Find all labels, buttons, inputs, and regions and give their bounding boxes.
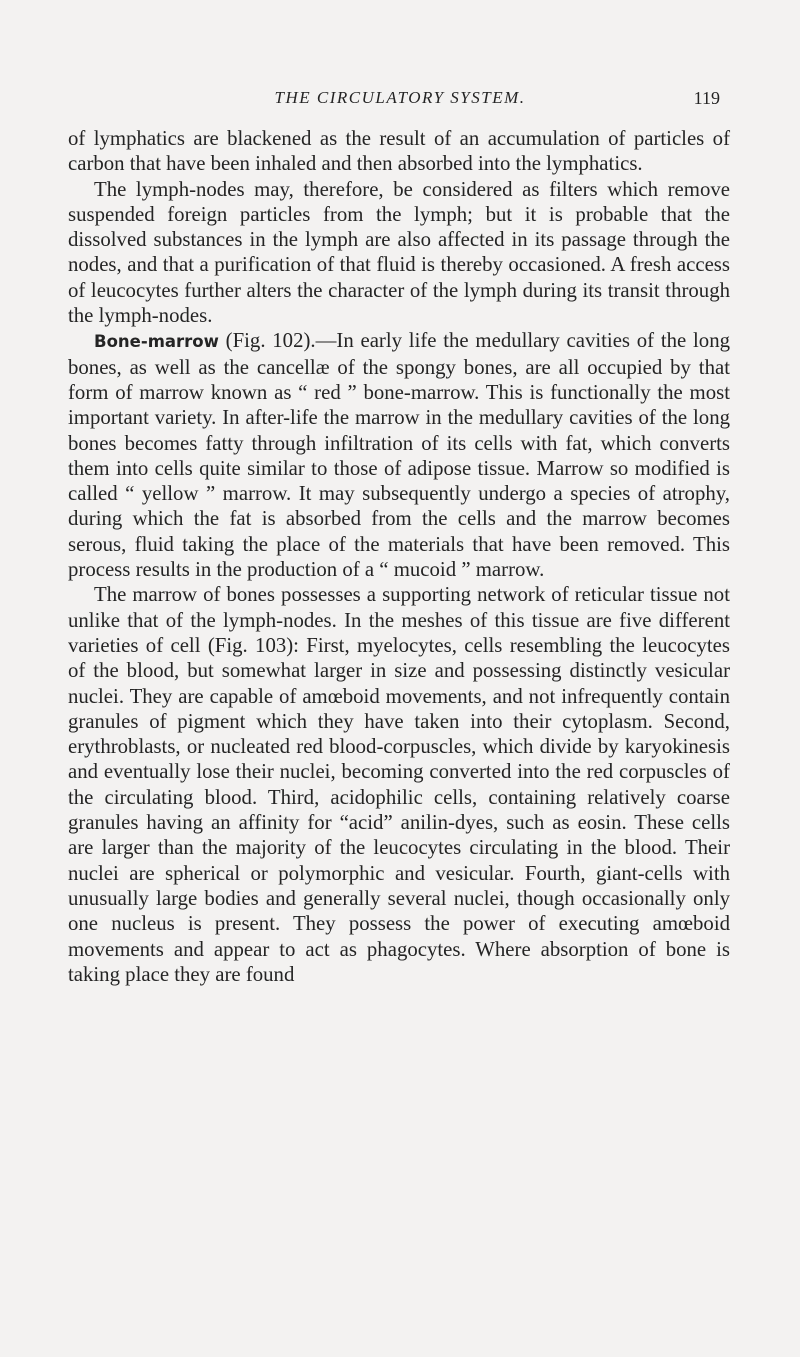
page-number: 119 xyxy=(693,88,720,108)
paragraph-lymph-nodes: The lymph-nodes may, therefore, be considered as filters which remove suspended foreign particles from the lymph; but it is probable that the dissolved substances in the lymph are also affected in its passage through the nodes, and that a purification of that fluid is thereby occasioned. A fresh access of leucocytes further alters the character of the lymph during its transit through the lymph-nodes. xyxy=(68,177,730,328)
paragraph-bone-marrow-text: (Fig. 102).—In early life the medullary cavities of the long bones, as well as the cancellæ of the spongy bones, are all occupied by that form of marrow known as “ red ” bone-marrow. This is functionally the most important variety. In after-life the marrow in the medullary cavities of the long bones becomes fatty through infiltration of its cells with fat, which converts them into cells quite similar to those of adipose tissue. Marrow so modified is called “ yellow ” marrow. It may subsequently undergo a species of atrophy, during which the fat is absorbed from the cells and the marrow becomes serous, fluid taking the place of the materials that have been removed. This process results in the production of a “ mucoid ” marrow. xyxy=(68,329,730,582)
paragraph-marrow-cells: The marrow of bones possesses a supporting network of reticular tissue not unlike that of the lymph-nodes. In the meshes of this tissue are five different varieties of cell (Fig. 103): First, myelocytes, cells resembling the leucocytes of the blood, but somewhat larger in size and possessing distinctly vesicular nuclei. They are capable of amœboid movements, and not infrequently contain granules of pigment which they have taken into their cytoplasm. Second, erythroblasts, or nucleated red blood-corpuscles, which divide by karyokinesis and eventually lose their nuclei, becoming converted into the red corpuscles of the circulating blood. Third, acidophilic cells, containing relatively coarse granules having an affinity for “acid” anilin-dyes, such as eosin. These cells are larger than the majority of the leucocytes circulating in the blood. Their nuclei are spherical or polymorphic and vesicular. Fourth, giant-cells with unusually large bodies and generally several nuclei, though occasionally only one nucleus is present. They possess the power of executing amœboid movements and appear to act as phagocytes. Where absorption of bone is taking place they are found xyxy=(68,583,730,986)
paragraph-continuation: of lymphatics are blackened as the result of an accumulation of particles of carbon that have been inhaled and then absorbed into the lymphatics. xyxy=(68,127,730,176)
running-head xyxy=(0,88,800,114)
paragraph-bone-marrow xyxy=(68,328,730,582)
body-text xyxy=(68,126,730,987)
section-heading-bone-marrow: Bone-marrow xyxy=(94,332,219,352)
running-title: THE CIRCULATORY SYSTEM. xyxy=(274,88,526,107)
